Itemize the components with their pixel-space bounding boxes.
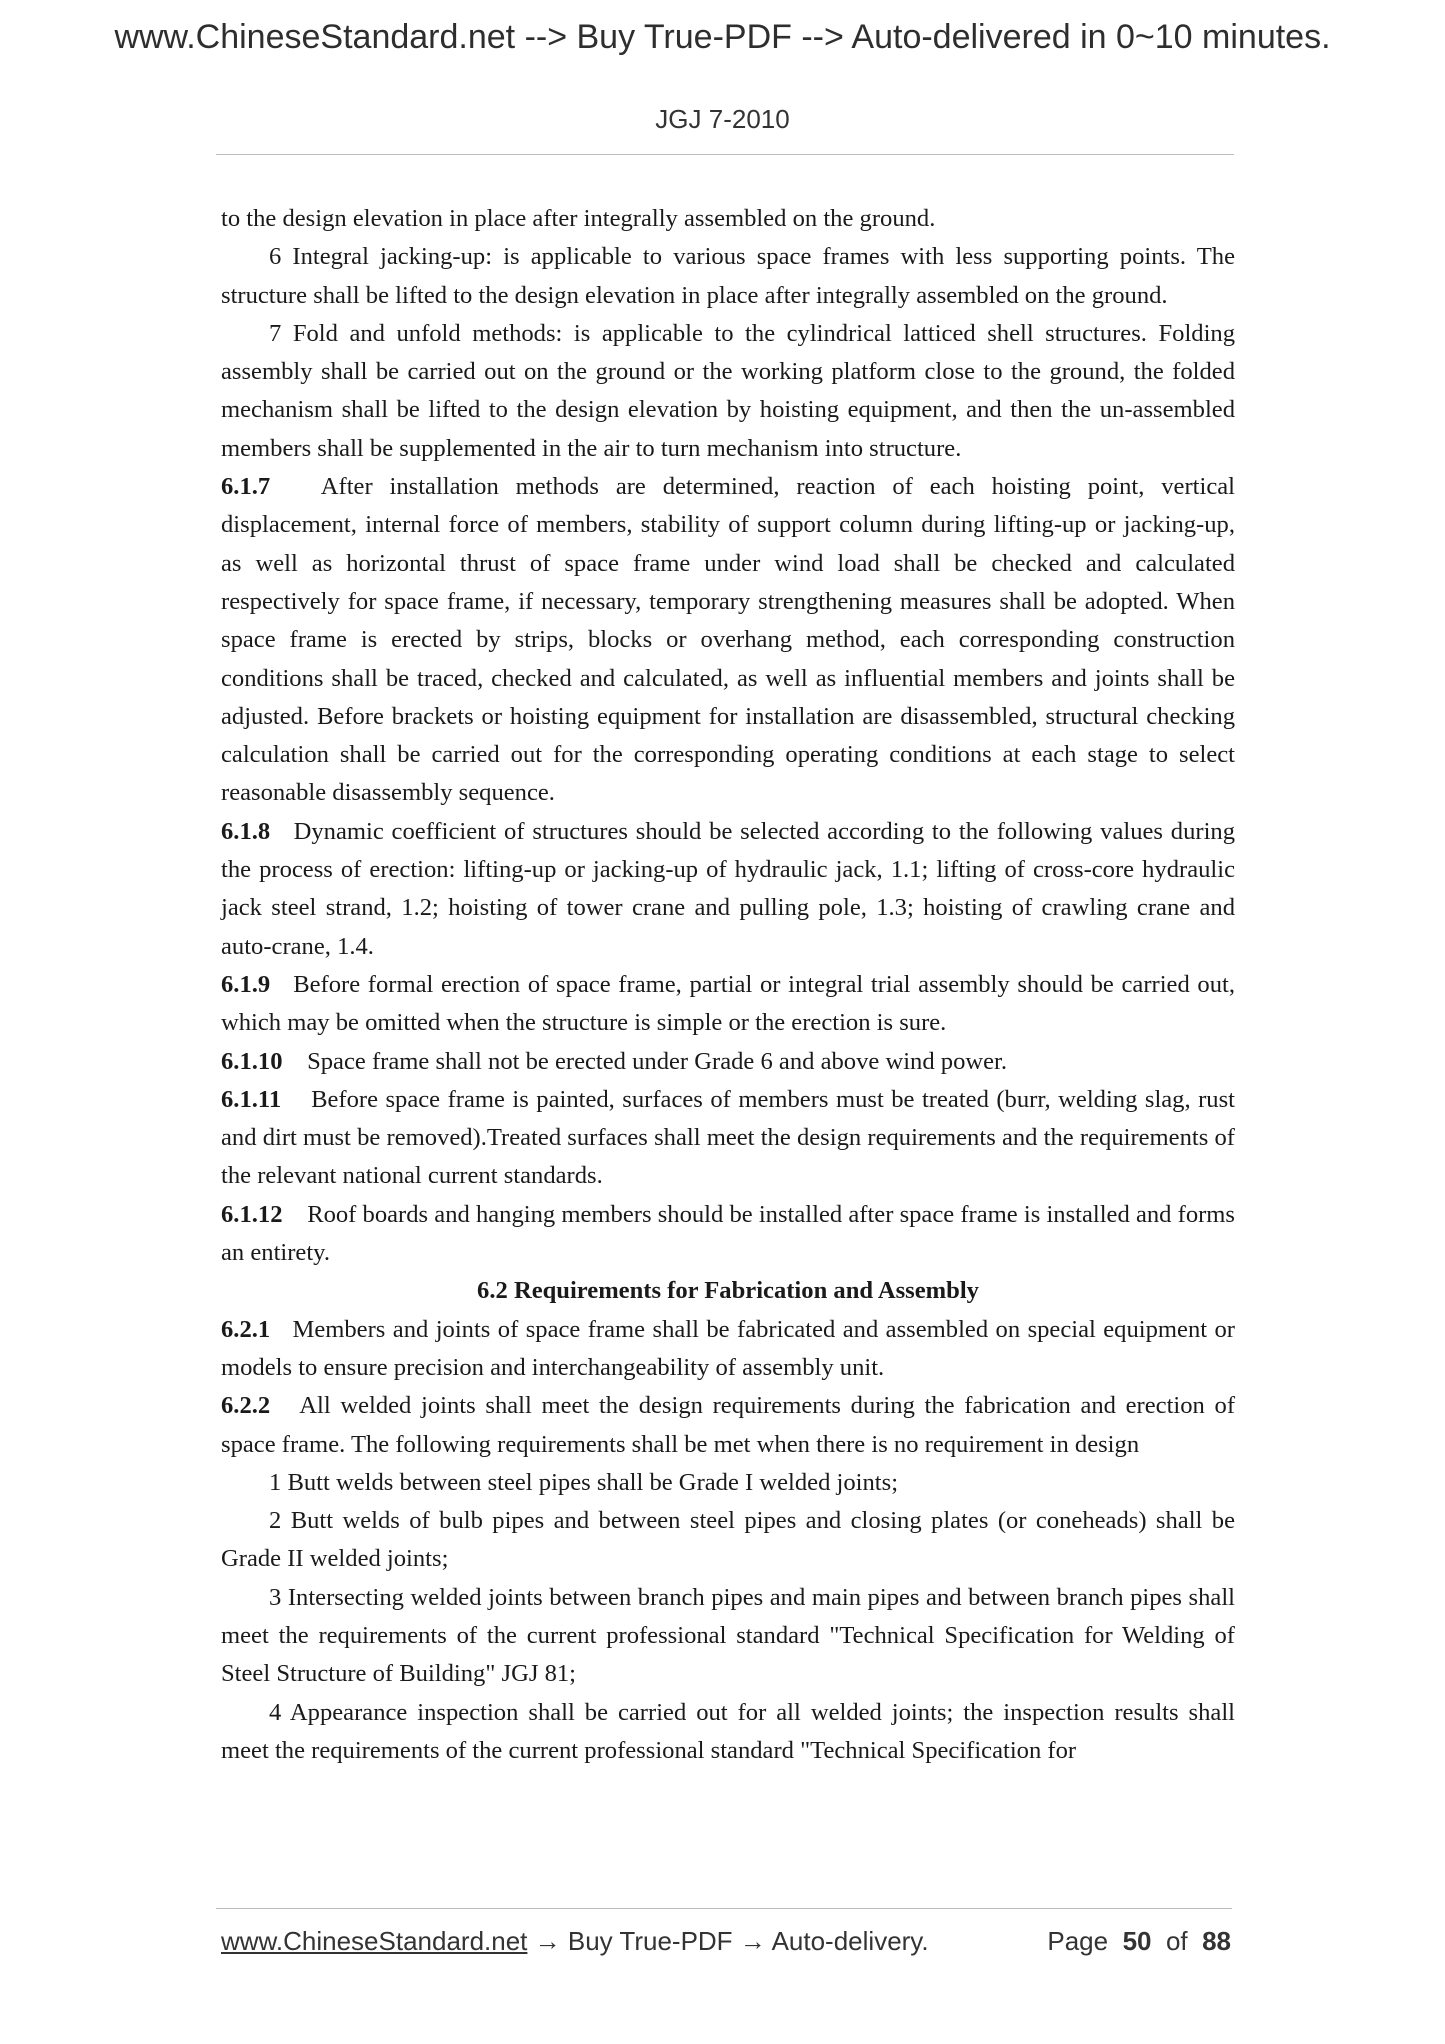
clause-6-1-11	[221, 1081, 1235, 1196]
clause-text: After installation methods are determined, reaction of each hoisting point, vertical displacement, internal force of members, stability of support column during lifting-up or jacking-up, as well as horizontal thrust of space frame under wind load shall be checked and calculated respectively for space frame, if necessary, temporary strengthening measures shall be adopted. When space frame is erected by strips, blocks or overhang method, each corresponding construction conditions shall be traced, checked and calculated, as well as influential members and joints shall be adjusted. Before brackets or hoisting equipment for installation are disassembled, structural checking calculation shall be carried out for the corresponding operating conditions at each stage to select reasonable disassembly sequence.	[221, 473, 1235, 807]
total-pages: 88	[1202, 1926, 1231, 1956]
clause-number: 6.1.12	[221, 1200, 283, 1228]
clause-number: 6.1.11	[221, 1085, 282, 1113]
footer-tagline: → Buy True-PDF → Auto-delivery.	[527, 1926, 929, 1956]
clause-text: Before space frame is painted, surfaces of members must be treated (burr, welding slag, rust and dirt must be removed).Treated surfaces shall meet the design requirements and the requirements of the relevant national current standards.	[221, 1085, 1236, 1190]
list-item-6: 6 Integral jacking-up: is applicable to various space frames with less supporting points. The structure shall be lifted to the design elevation in place after integrally assembled on the ground.	[221, 243, 1235, 309]
footer-left	[221, 1926, 929, 1957]
of-label: of	[1165, 1926, 1188, 1956]
header-divider	[216, 154, 1234, 155]
list-item-1: 1 Butt welds between steel pipes shall be Grade I welded joints;	[269, 1468, 899, 1496]
list-item-4: 4 Appearance inspection shall be carried out for all welded joints; the inspection results shall meet the requirements of the current professional standard "Technical Specification for	[221, 1698, 1235, 1764]
footer-site-link[interactable]: www.ChineseStandard.net	[221, 1926, 528, 1956]
footer-divider	[216, 1908, 1232, 1909]
clause-text: Space frame shall not be erected under Grade 6 and above wind power.	[307, 1047, 1008, 1075]
clause-text: Before formal erection of space frame, partial or integral trial assembly should be carried out, which may be omitted when the structure is simple or the erection is sure.	[221, 970, 1235, 1037]
clause-number: 6.2.1	[221, 1315, 271, 1343]
clause-number: 6.1.10	[221, 1047, 283, 1075]
clause-6-1-7	[221, 468, 1235, 813]
clause-number: 6.1.7	[221, 473, 271, 501]
clause-text: Dynamic coefficient of structures should be selected according to the following values during the process of erection: lifting-up or jacking-up of hydraulic jack, 1.1; lifting of cross-core hydraulic jack steel strand, 1.2; hoisting of tower crane and pulling pole, 1.3; hoisting of crawling crane and auto-crane, 1.4.	[221, 817, 1235, 960]
clause-text: All welded joints shall meet the design requirements during the fabrication and erection of space frame. The following requirements shall be met when there is no requirement in design	[221, 1392, 1236, 1458]
paragraph-continuation: to the design elevation in place after integrally assembled on the ground.	[221, 205, 936, 232]
clause-6-1-8	[221, 813, 1235, 966]
page-label: Page	[1047, 1926, 1109, 1956]
clause-6-1-10	[221, 1043, 1235, 1081]
list-item-7: 7 Fold and unfold methods: is applicable to the cylindrical latticed shell structures. Folding assembly shall be carried out on the ground or the working platform close to the ground, the folded mechanism shall be lifted to the design elevation by hoisting equipment, and then the un-assembled members shall be supplemented in the air to turn mechanism into structure.	[221, 319, 1235, 462]
page-number: 50	[1122, 1926, 1152, 1956]
clause-number: 6.1.9	[221, 970, 271, 998]
clause-6-1-12	[221, 1196, 1235, 1273]
page-footer	[221, 1926, 1231, 1966]
list-item-3: 3 Intersecting welded joints between branch pipes and main pipes and between branch pipes shall meet the requirements of the current professional standard "Technical Specification for Welding of Steel Structure of Building" JGJ 81;	[221, 1583, 1235, 1688]
document-body	[221, 200, 1235, 1770]
clause-6-2-1	[221, 1311, 1235, 1388]
top-banner: www.ChineseStandard.net --> Buy True-PDF --> Auto-delivered in 0~10 minutes.	[114, 18, 1331, 56]
clause-number: 6.1.8	[221, 817, 271, 845]
section-heading-6-2: 6.2 Requirements for Fabrication and Assembly	[477, 1277, 979, 1305]
page-indicator	[1047, 1926, 1231, 1957]
clause-6-1-9	[221, 966, 1235, 1043]
clause-6-2-2	[221, 1387, 1235, 1464]
document-id: JGJ 7-2010	[655, 104, 790, 134]
clause-number: 6.2.2	[221, 1392, 271, 1420]
list-item-2: 2 Butt welds of bulb pipes and between steel pipes and closing plates (or coneheads) shall be Grade II welded joints;	[221, 1507, 1235, 1573]
clause-text: Members and joints of space frame shall be fabricated and assembled on special equipment or models to ensure precision and interchangeability of assembly unit.	[221, 1315, 1235, 1381]
clause-text: Roof boards and hanging members should be installed after space frame is installed and forms an entirety.	[221, 1200, 1236, 1267]
